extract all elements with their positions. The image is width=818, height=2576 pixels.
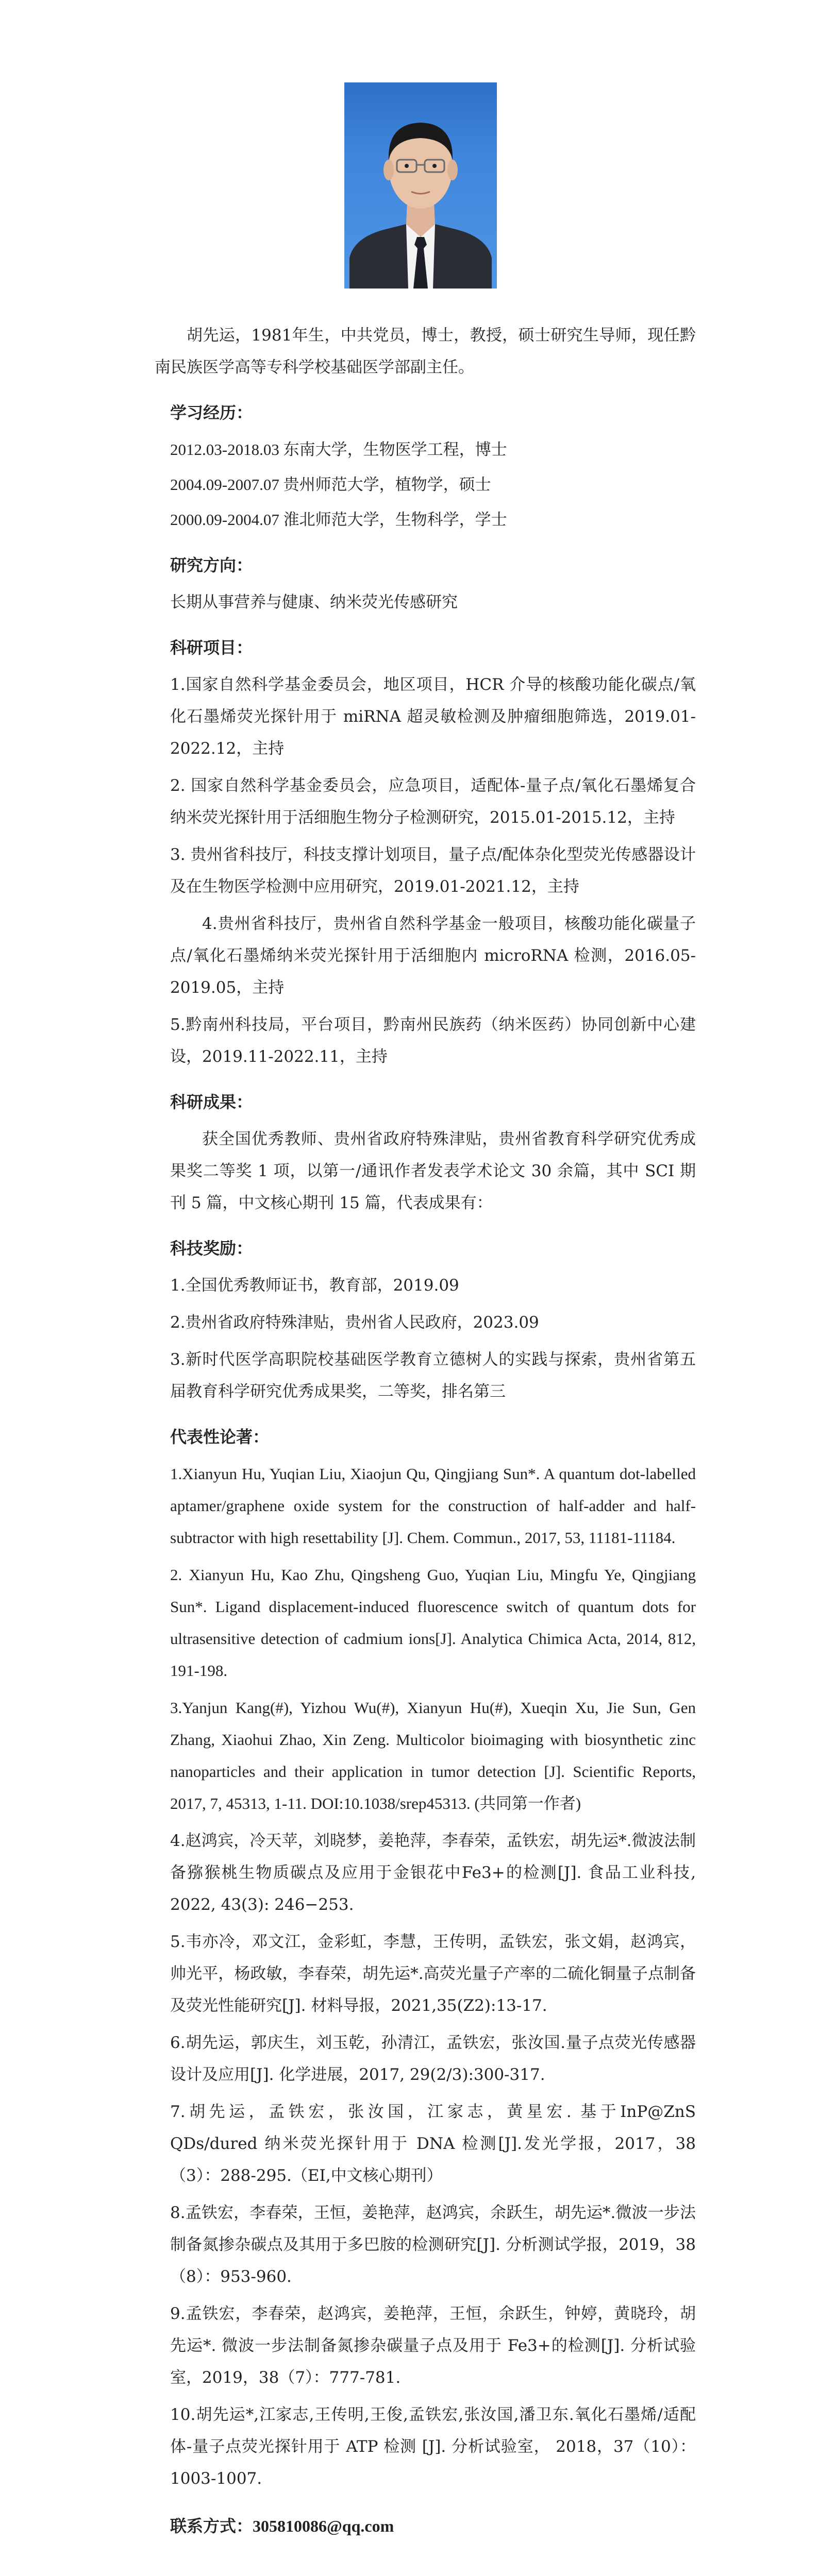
research-heading: 研究方向： [170, 555, 253, 575]
award-item: 2.贵州省政府特殊津贴，贵州省人民政府，2023.09 [170, 1313, 539, 1332]
paper-item: 5.韦亦冷，邓文江，金彩虹，李慧，王传明，孟铁宏，张文娟，赵鸿宾，帅光平，杨政敏，李春荣，胡先运*.高荧光量子产率的二硫化铜量子点制备及荧光性能研究[J]. 材料导报，2021,35(Z2):13-17. [170, 1933, 696, 2015]
paper-item: 3.Yanjun Kang(#), Yizhou Wu(#), Xianyun Hu(#), Xueqin Xu, Jie Sun, Gen Zhang, Xiaohui Zhao, Xin Zeng. Multicolor bioimaging with biosynthetic zinc nanoparticles and their application in tumor detection [J]. Scientific Reports, 2017, 7, 45313, 1-11. DOI:10.1038/srep45313. (共同第一作者) [170, 1699, 696, 1812]
paper-item: 2. Xianyun Hu, Kao Zhu, Qingsheng Guo, Yuqian Liu, Mingfu Ye, Qingjiang Sun*. Ligand displacement-induced fluorescence switch of quantum dots for ultrasensitive detection of cadmium ions[J]. Analytica Chimica Acta, 2014, 812, 191-198. [170, 1566, 696, 1680]
paper-item: 10.胡先运*,江家志,王传明,王俊,孟铁宏,张汝国,潘卫东.氧化石墨烯/适配体-量子点荧光探针用于 ATP 检测 [J]. 分析试验室， 2018，37（10）：1003-1007. [170, 2405, 696, 2488]
portrait-image [344, 82, 497, 289]
paper-item: 1.Xianyun Hu, Yuqian Liu, Xiaojun Qu, Qingjiang Sun*. A quantum dot-labelled aptamer/graphene oxide system for the construction of half-adder and half-subtractor with high resettability [J]. Chem. Commun., 2017, 53, 11181-11184. [170, 1465, 696, 1547]
research-text: 长期从事营养与健康、纳米荧光传感研究 [170, 593, 458, 612]
contact-line [170, 2510, 696, 2542]
education-item: 2012.03-2018.03 东南大学，生物医学工程，博士 [170, 440, 507, 459]
paper-item: 9.孟铁宏，李春荣，赵鸿宾，姜艳萍，王恒，余跃生，钟婷，黄晓玲，胡先运*. 微波一步法制备氮掺杂碳量子点及用于 Fe3+的检测[J]. 分析试验室，2019，38（7）：777-781. [170, 2304, 696, 2387]
portrait-photo [344, 82, 497, 289]
contact-label: 联系方式： [170, 2516, 253, 2536]
education-item: 2004.09-2007.07 贵州师范大学，植物学，硕士 [170, 476, 491, 494]
paper-item: 8.孟铁宏，李春荣，王恒，姜艳萍，赵鸿宾，余跃生，胡先运*.微波一步法制备氮掺杂碳点及其用于多巴胺的检测研究[J]. 分析测试学报，2019，38（8）：953-960. [170, 2204, 696, 2286]
project-item: 5.黔南州科技局，平台项目，黔南州民族药（纳米医药）协同创新中心建设，2019.11-2022.11，主持 [170, 1015, 696, 1066]
contact-email[interactable]: 305810086@qq.com [253, 2517, 394, 2535]
award-item: 1.全国优秀教师证书，教育部，2019.09 [170, 1276, 459, 1295]
awards-heading: 科技奖励： [170, 1239, 253, 1258]
achievements-text: 获全国优秀教师、贵州省政府特殊津贴，贵州省教育科学研究优秀成果奖二等奖 1 项，以第一/通讯作者发表学术论文 30 余篇，其中 SCI 期刊 5 篇，中文核心期刊 15 篇，代表成果有： [170, 1130, 696, 1212]
paper-item: 7.胡先运，孟铁宏，张汝国，江家志，黄星宏. 基于InP@ZnS QDs/dured 纳米荧光探针用于 DNA 检测[J].发光学报，2017，38（3）：288-295.（EI,中文核心期刊） [170, 2103, 696, 2185]
profile-intro: 胡先运，1981年生，中共党员，博士，教授，硕士研究生导师，现任黔南民族医学高等专科学校基础医学部副主任。 [155, 326, 696, 377]
paper-item: 4.赵鸿宾，冷天苹，刘晓梦，姜艳萍，李春荣，孟铁宏，胡先运*.微波法制备猕猴桃生物质碳点及应用于金银花中Fe3+的检测[J]. 食品工业科技, 2022, 43(3): 246−253. [170, 1832, 696, 1914]
project-item: 3. 贵州省科技厅，科技支撑计划项目，量子点/配体杂化型荧光传感器设计及在生物医学检测中应用研究，2019.01-2021.12，主持 [170, 845, 696, 896]
paper-item: 6.胡先运，郭庆生，刘玉乾，孙清江，孟铁宏，张汝国.量子点荧光传感器设计及应用[J]. 化学进展，2017, 29(2/3):300-317. [170, 2033, 696, 2084]
education-heading: 学习经历： [170, 403, 253, 422]
projects-heading: 科研项目： [170, 638, 253, 657]
education-item: 2000.09-2004.07 淮北师范大学，生物科学，学士 [170, 511, 507, 529]
project-item: 1.国家自然科学基金委员会，地区项目，HCR 介导的核酸功能化碳点/氧化石墨烯荧光探针用于 miRNA 超灵敏检测及肿瘤细胞筛选，2019.01-2022.12，主持 [170, 675, 696, 758]
award-item: 3.新时代医学高职院校基础医学教育立德树人的实践与探索，贵州省第五届教育科学研究优秀成果奖，二等奖，排名第三 [170, 1350, 696, 1401]
achievements-heading: 科研成果： [170, 1092, 253, 1112]
profile-content [155, 309, 696, 2542]
project-item: 2. 国家自然科学基金委员会，应急项目，适配体-量子点/氧化石墨烯复合纳米荧光探针用于活细胞生物分子检测研究，2015.01-2015.12，主持 [170, 776, 696, 827]
project-item: 4.贵州省科技厅，贵州省自然科学基金一般项目，核酸功能化碳量子点/氧化石墨烯纳米荧光探针用于活细胞内 microRNA 检测，2016.05-2019.05，主持 [170, 914, 696, 997]
papers-heading: 代表性论著： [170, 1427, 270, 1447]
